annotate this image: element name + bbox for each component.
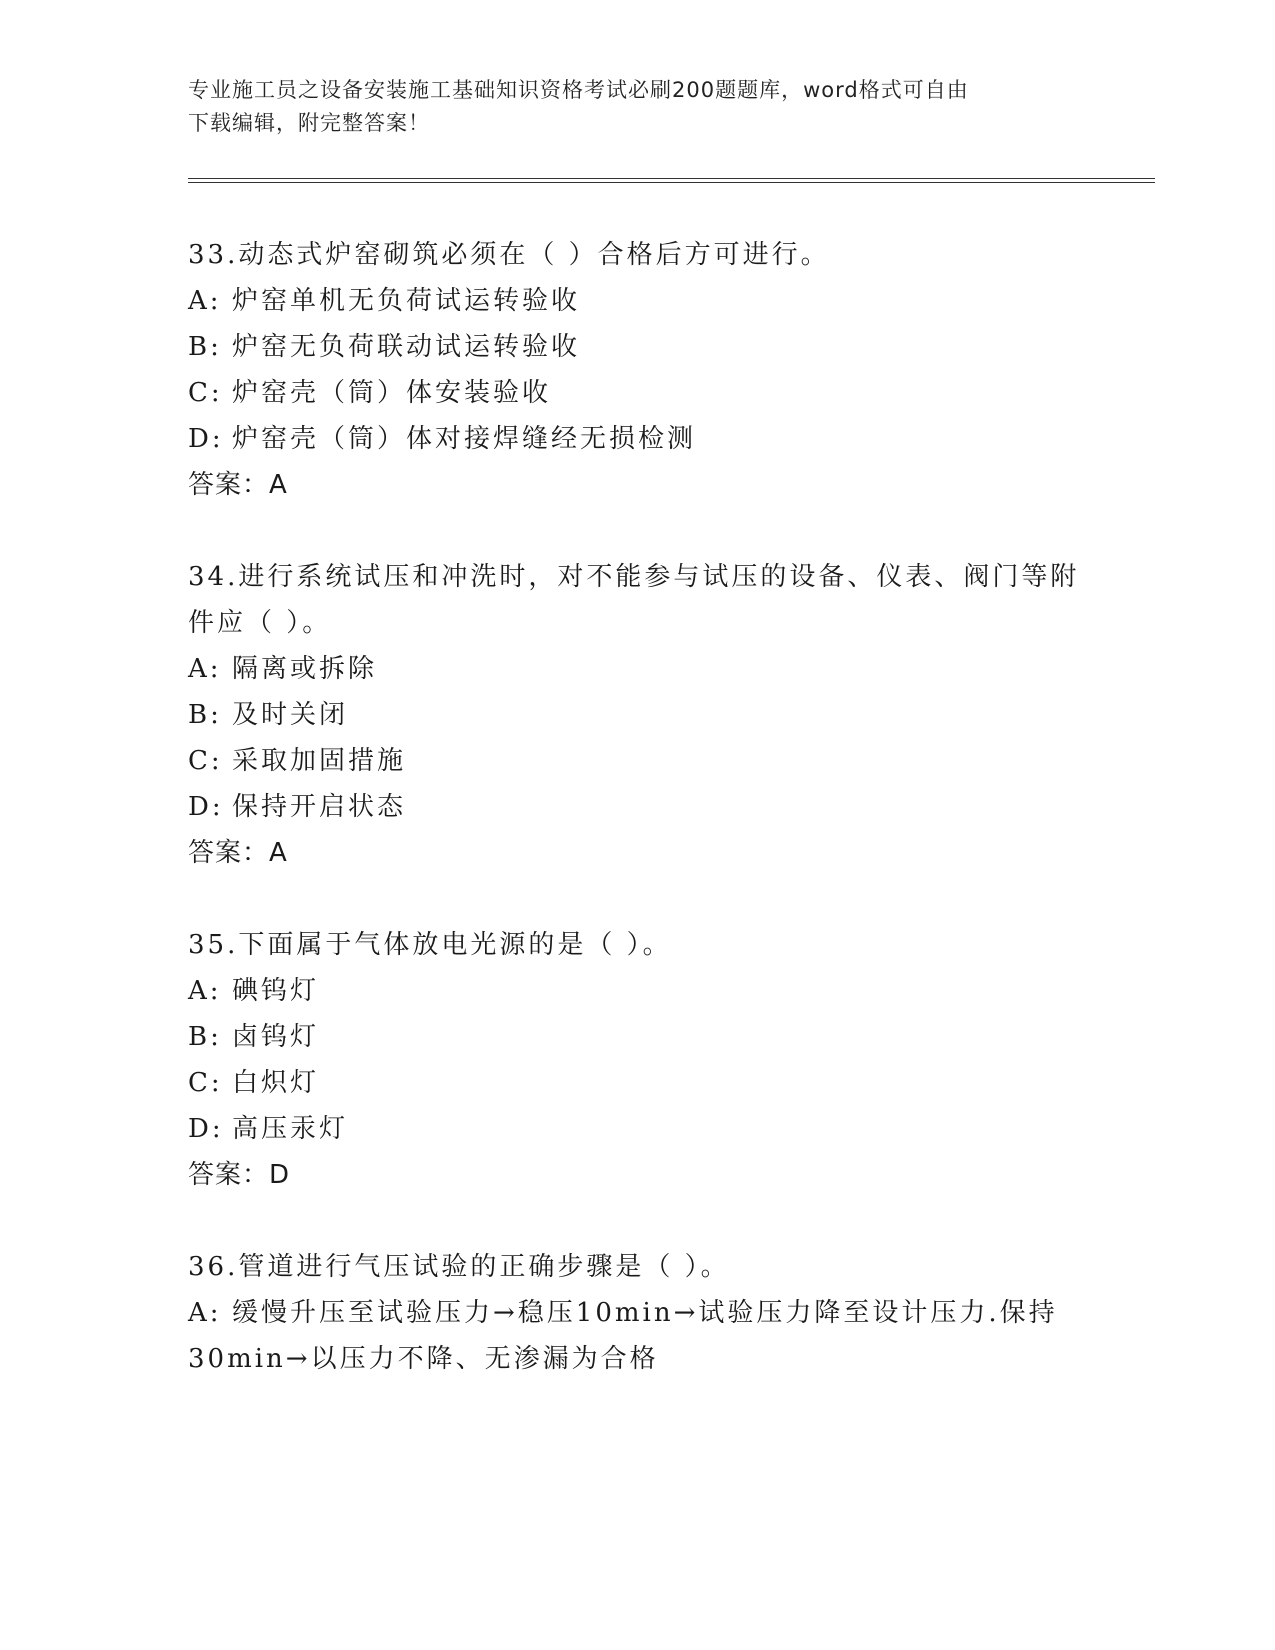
question-stem: 35.下面属于气体放电光源的是（ ）。 — [188, 930, 672, 960]
question-34 — [188, 554, 1088, 876]
option-text: 采取加固措施 — [232, 746, 407, 776]
question-list — [188, 232, 1088, 1428]
option-text: 炉窑无负荷联动试运转验收 — [232, 332, 581, 362]
question-stem: 33.动态式炉窑砌筑必须在（ ）合格后方可进行。 — [188, 240, 830, 270]
option-letter: A: — [188, 976, 222, 1006]
option-text: 炉窑单机无负荷试运转验收 — [232, 286, 581, 316]
option-text: 隔离或拆除 — [232, 654, 378, 684]
option-text: 碘钨灯 — [232, 976, 320, 1006]
answer: 答案：D — [188, 1160, 291, 1190]
option-text: 高压汞灯 — [232, 1114, 349, 1144]
option-a-continuation: 30min→以压力不降、无渗漏为合格 — [188, 1344, 659, 1374]
option-letter: B: — [188, 700, 222, 730]
option-d — [188, 416, 1088, 462]
option-letter: A: — [188, 654, 222, 684]
question-stem: 34.进行系统试压和冲洗时，对不能参与试压的设备、仪表、阀门等附 — [188, 562, 1080, 592]
header-line-1: 专业施工员之设备安装施工基础知识资格考试必刷200题题库，word格式可自由 — [188, 78, 969, 102]
option-text: 白炽灯 — [232, 1068, 320, 1098]
option-a — [188, 1290, 1088, 1336]
option-text: 炉窑壳（筒）体对接焊缝经无损检测 — [232, 424, 697, 454]
question-36 — [188, 1244, 1088, 1382]
option-text: 及时关闭 — [232, 700, 349, 730]
option-c — [188, 738, 1088, 784]
question-stem: 36.管道进行气压试验的正确步骤是（ ）。 — [188, 1252, 730, 1282]
option-text: 炉窑壳（筒）体安装验收 — [232, 378, 552, 408]
option-letter: D: — [188, 792, 224, 822]
option-letter: C: — [188, 746, 223, 776]
option-b — [188, 1014, 1088, 1060]
option-letter: B: — [188, 1022, 222, 1052]
question-35 — [188, 922, 1088, 1198]
document-header — [188, 74, 1078, 140]
option-a — [188, 278, 1088, 324]
option-letter: D: — [188, 424, 224, 454]
option-letter: A: — [188, 1298, 222, 1328]
option-c — [188, 370, 1088, 416]
question-stem-continuation: 件应（ ）。 — [188, 608, 332, 638]
option-text: 保持开启状态 — [232, 792, 407, 822]
header-divider-bottom — [188, 182, 1155, 183]
header-divider-top — [188, 178, 1155, 179]
option-c — [188, 1060, 1088, 1106]
option-d — [188, 1106, 1088, 1152]
option-letter: A: — [188, 286, 222, 316]
header-line-2: 下载编辑，附完整答案！ — [188, 111, 430, 135]
option-text: 缓慢升压至试验压力→稳压10min→试验压力降至设计压力.保持 — [232, 1298, 1058, 1328]
option-d — [188, 784, 1088, 830]
question-33 — [188, 232, 1088, 508]
option-a — [188, 968, 1088, 1014]
option-letter: B: — [188, 332, 222, 362]
option-letter: C: — [188, 378, 223, 408]
option-a — [188, 646, 1088, 692]
option-letter: D: — [188, 1114, 224, 1144]
answer: 答案：A — [188, 838, 288, 868]
answer: 答案：A — [188, 470, 288, 500]
option-letter: C: — [188, 1068, 223, 1098]
option-text: 卤钨灯 — [232, 1022, 320, 1052]
option-b — [188, 324, 1088, 370]
option-b — [188, 692, 1088, 738]
